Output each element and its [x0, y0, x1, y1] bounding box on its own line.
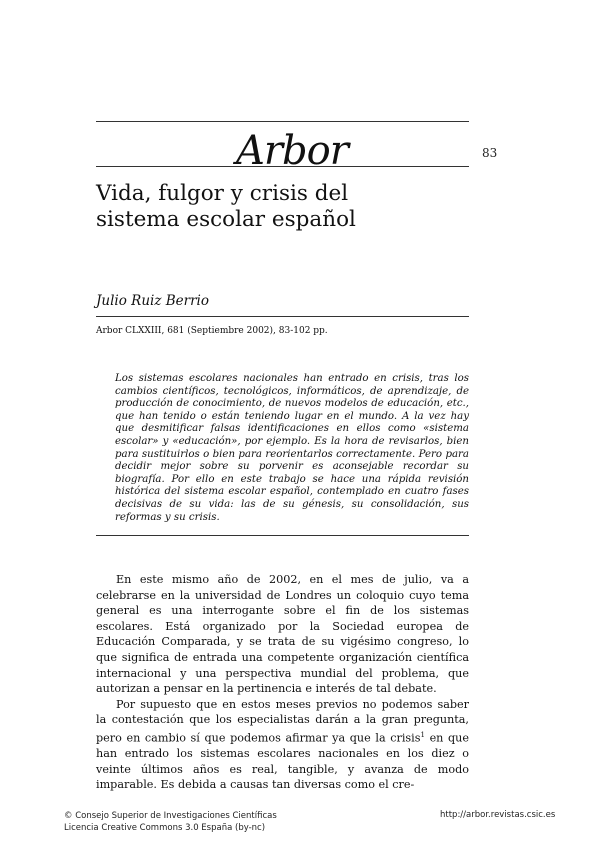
abstract-rule [96, 535, 469, 536]
journal-url[interactable]: http://arbor.revistas.csic.es [440, 810, 556, 820]
article-title [96, 181, 356, 233]
page-number: 83 [482, 146, 498, 160]
author-name: Julio Ruiz Berrio [96, 293, 210, 309]
paragraph-2-part-a: Por supuesto que en estos meses previos no podemos saber la contestación que los especialistas darán a la gran pregunta, pero en cambio sí que podemos afirmar ya que la crisis [96, 697, 469, 745]
article-body [96, 572, 469, 793]
top-rule [96, 121, 469, 122]
citation: Arbor CLXXIII, 681 (Septiembre 2002), 83-102 pp. [96, 326, 328, 336]
author-rule [96, 316, 469, 317]
title-line-2: sistema escolar español [96, 207, 356, 232]
license-line-1: © Consejo Superior de Investigaciones Científicas [64, 811, 277, 821]
footnote-marker[interactable]: 1 [420, 730, 425, 739]
paragraph-1: En este mismo año de 2002, en el mes de julio, va a celebrarse en la universidad de Londres un coloquio cuyo tema general es una interrogante sobre el fin de los sistemas escolares. Está organizado por la Sociedad europea de Educación Comparada, y se trata de su vigésimo congreso, lo que significa de entrada una competente organización científica internacional y una perspectiva mundial del problema, que autorizan a pensar en la pertinencia e interés de tal debate. [96, 573, 469, 696]
logo-underline [96, 166, 469, 167]
paragraph-2 [96, 697, 469, 793]
paragraph-2-part-b: en que han entrado los sistemas escolares nacionales en los diez o veinte últimos años es real, tangible, y avanza de modo imparable. Es debida a causas tan diversas como el cre- [96, 731, 469, 792]
abstract: Los sistemas escolares nacionales han entrado en crisis, tras los cambios científicos, tecnológicos, informáticos, de aprendizaje, de producción de conocimiento, de nuevos modelos de educación, etc., que han tenido o están teniendo lugar en el mundo. A la vez hay que desmitificar falsas identificaciones en ellos como «sistema escolar» y «educación», por ejemplo. Es la hora de revisarlos, bien para sustituirlos o bien para reorientarlos correctamente. Pero para decidir mejor sobre su porvenir es aconsejable recordar su biografía. Por ello en este trabajo se hace una rápida revisión histórica del sistema escolar español, contemplado en cuatro fases decisivas de su vida: las de su génesis, su consolidación, sus reformas y su crisis. [115, 373, 469, 523]
license-footer [64, 810, 277, 834]
license-line-2: Licencia Creative Commons 3.0 España (by-nc) [64, 823, 266, 833]
title-line-1: Vida, fulgor y crisis del [96, 181, 349, 206]
journal-logo: Arbor [236, 128, 348, 174]
